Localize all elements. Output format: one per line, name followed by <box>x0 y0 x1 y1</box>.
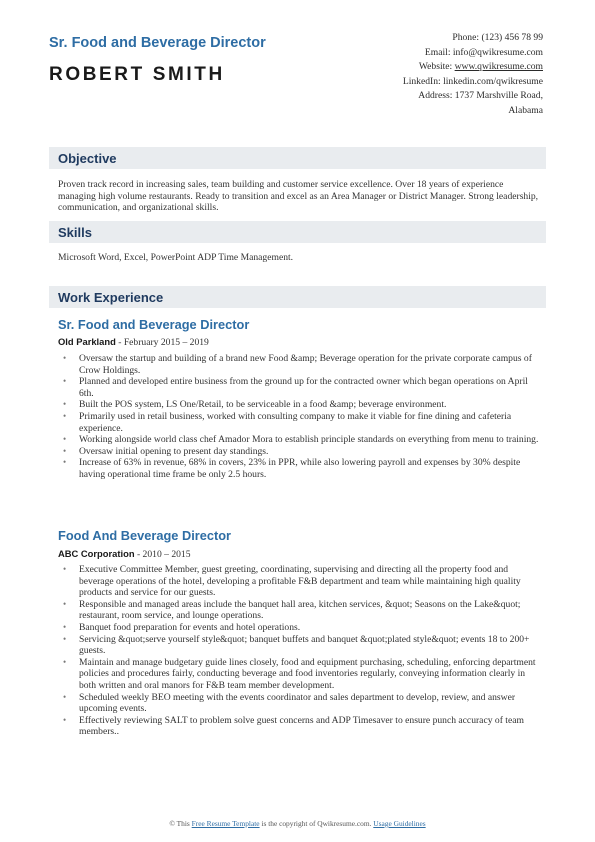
list-item: • Working alongside world class chef Amador Mora to establish principle standards on everything from menu to training. <box>62 434 540 446</box>
job-dates: - 2010 – 2015 <box>134 549 191 560</box>
usage-guidelines-link[interactable]: Usage Guidelines <box>373 819 426 828</box>
list-item: • Executive Committee Member, guest greeting, coordinating, supervising and directing all the property food and beverage operations of the hotel, developing a profitable F&B department and team while maintaining high quality products and service for our guests. <box>62 564 540 599</box>
contact-address <box>303 89 543 104</box>
company-name: ABC Corporation <box>58 548 135 559</box>
job-meta <box>58 336 209 348</box>
contact-block <box>303 31 543 119</box>
objective-text: Proven track record in increasing sales, team building and customer service excellence. Over 18 years of experience managing high volume restaurants. Ready to transition and excel as an Area Manager or District Manager. Strong leadership, communication, and organizational skills. <box>58 179 539 214</box>
resume-headline: Sr. Food and Beverage Director <box>49 35 266 51</box>
list-item: • Banquet food preparation for events and hotel operations. <box>62 622 540 634</box>
contact-email <box>303 46 543 61</box>
objective-heading: Objective <box>58 150 117 166</box>
list-item: • Planned and developed entire business from the ground up for the contracted owner which began operations on April 6th. <box>62 376 540 399</box>
list-item: • Servicing &quot;serve yourself style&quot; banquet buffets and banquet &quot;plated style&quot; events 18 to 200+ guests. <box>62 634 540 657</box>
contact-phone <box>303 31 543 46</box>
address-label: Address: <box>418 90 453 102</box>
job-responsibilities-list <box>62 353 540 481</box>
address-line1: 1737 Marshville Road, <box>454 90 543 102</box>
website-link[interactable]: www.qwikresume.com <box>454 61 543 73</box>
skills-heading: Skills <box>58 224 92 240</box>
contact-linkedin <box>303 75 543 90</box>
company-name: Old Parkland <box>58 336 116 347</box>
copyright-footer <box>0 819 595 828</box>
list-item: • Increase of 63% in revenue, 68% in covers, 23% in PPR, while also lowering payroll and expenses by 30% despite having operational time frame be only 2.5 hours. <box>62 457 540 480</box>
linkedin-label: LinkedIn: <box>402 75 441 87</box>
email-value[interactable]: info@qwikresume.com <box>452 46 543 58</box>
list-item: • Oversaw initial opening to present day standings. <box>62 446 540 458</box>
footer-prefix: © This <box>169 819 192 828</box>
list-item: • Primarily used in retail business, worked with consulting company to make it viable for fine dining and cafeteria experience. <box>62 411 540 434</box>
list-item: • Responsible and managed areas include the banquet hall area, kitchen services, &quot; Seasons on the Lake&quot; restaurant, room service, and lounge operations. <box>62 599 540 622</box>
job-meta <box>58 548 191 560</box>
skills-section-header <box>49 221 546 243</box>
list-item: • Oversaw the startup and building of a brand new Food &amp; Beverage operation for the private corporate campus of Crow Holdings. <box>62 353 540 376</box>
candidate-name: ROBERT SMITH <box>49 64 225 85</box>
skills-text: Microsoft Word, Excel, PowerPoint ADP Time Management. <box>58 252 294 263</box>
footer-middle: is the copyright of Qwikresume.com. <box>259 819 374 828</box>
phone-value: (123) 456 78 99 <box>481 32 543 43</box>
email-label: Email: <box>424 46 451 58</box>
job-title: Food And Beverage Director <box>58 528 232 543</box>
list-item: • Scheduled weekly BEO meeting with the events coordinator and sales department to develop, review, and answer upcoming events. <box>62 692 540 715</box>
free-resume-template-link[interactable]: Free Resume Template <box>191 819 260 828</box>
list-item: • Effectively reviewing SALT to problem solve guest concerns and ADP Timesaver to ensure punch accuracy of team members.. <box>62 715 540 738</box>
job-dates: - February 2015 – 2019 <box>115 337 209 348</box>
contact-address-line2: Alabama <box>508 104 543 116</box>
job-title: Sr. Food and Beverage Director <box>58 317 250 332</box>
website-label: Website: <box>418 61 453 73</box>
list-item: • Maintain and manage budgetary guide lines closely, food and equipment purchasing, scheduling, enforcing department policies and procedures fairly, conducting beverage and food inventories regularly, conveying information clearly in both written and oral manors for F&B team member development. <box>62 657 540 692</box>
work-experience-heading: Work Experience <box>58 289 164 305</box>
list-item: • Built the POS system, LS One/Retail, to be serviceable in a food &amp; beverage environment. <box>62 399 540 411</box>
phone-label: Phone: <box>452 32 480 43</box>
job-responsibilities-list <box>62 564 540 738</box>
work-experience-section-header <box>49 286 546 308</box>
objective-section-header <box>49 147 546 169</box>
linkedin-value[interactable]: linkedin.com/qwikresume <box>443 75 543 87</box>
contact-website <box>303 60 543 75</box>
